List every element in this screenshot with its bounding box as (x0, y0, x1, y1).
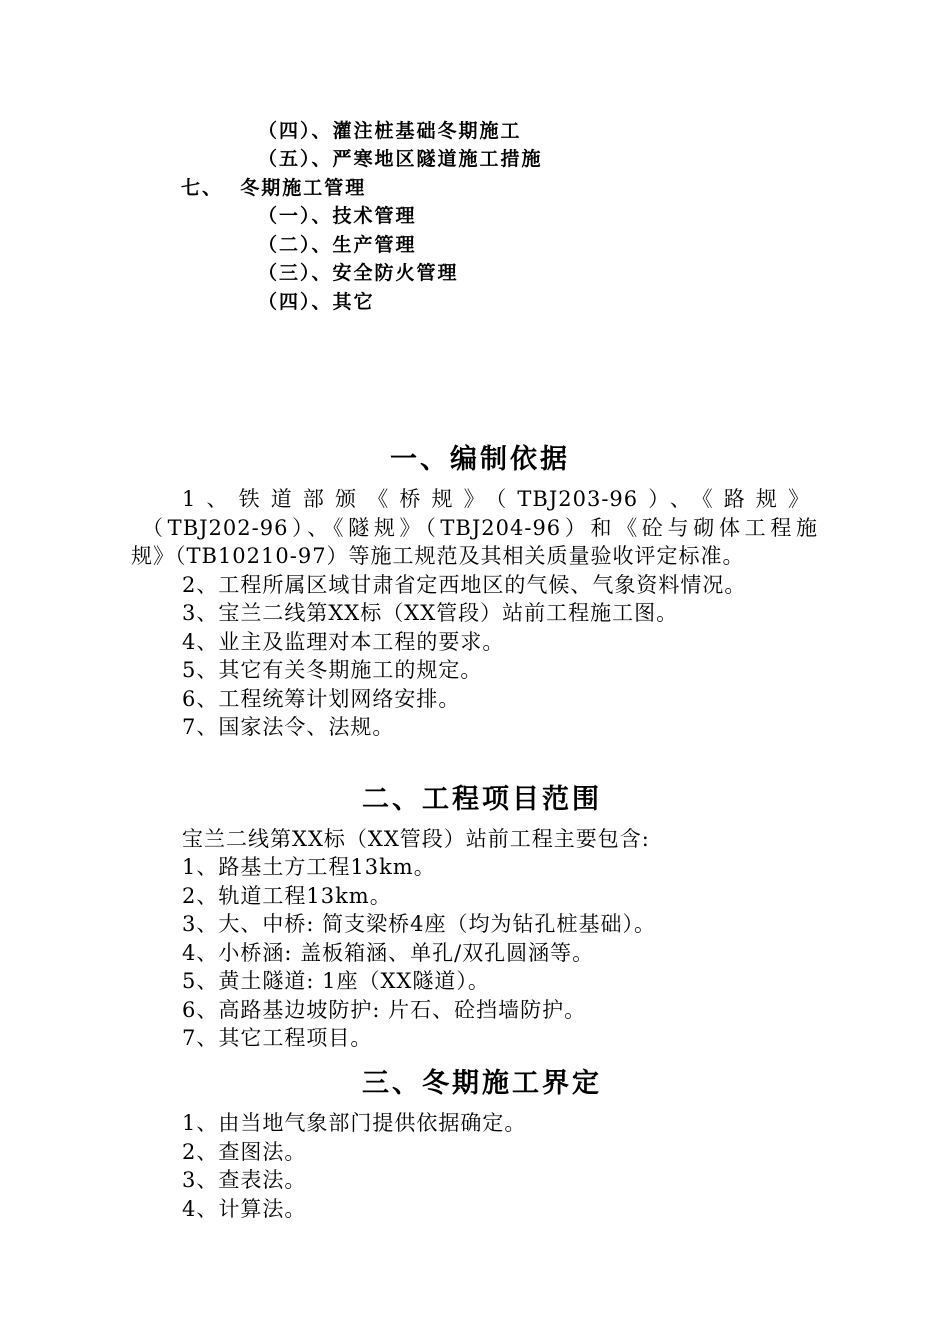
scope-item-5: 5、黄土隧道: 1座（XX隧道）。 (182, 969, 490, 993)
basis-item-2: 2、工程所属区域甘肃省定西地区的气候、气象资料情况。 (182, 573, 747, 597)
basis-item-5: 5、其它有关冬期施工的规定。 (182, 658, 483, 682)
toc-item-7-3: （三）、安全防火管理 (258, 262, 459, 284)
toc-chapter-7: 七、 冬期施工管理 (181, 177, 367, 199)
scope-item-1: 1、路基土方工程13km。 (182, 855, 436, 879)
scope-item-2: 2、轨道工程13km。 (182, 884, 392, 908)
winter-definition-item-2: 2、查图法。 (182, 1140, 307, 1164)
toc-item-4-1: （四）、灌注桩基础冬期施工 (258, 120, 522, 142)
scope-item-4: 4、小桥涵: 盖板箱涵、单孔/双孔圆涵等。 (182, 941, 595, 965)
basis-item-3: 3、宝兰二线第XX标（XX管段）站前工程施工图。 (182, 601, 679, 625)
toc-item-4-2: （五）、严寒地区隧道施工措施 (258, 148, 543, 170)
section-heading-basis: 一、编制依据 (390, 444, 570, 475)
scope-item-7: 7、其它工程项目。 (182, 1026, 373, 1050)
basis-item-7: 7、国家法令、法规。 (182, 715, 395, 739)
toc-item-7-1: （一）、技术管理 (258, 205, 417, 227)
basis-item-1-line-1: 1、铁道部颁《桥规》（TBJ203-96）、《路规》 (182, 487, 810, 511)
section-heading-scope: 二、工程项目范围 (362, 784, 602, 815)
scope-intro: 宝兰二线第XX标（XX管段）站前工程主要包含: (182, 827, 650, 851)
basis-item-1-line-3: 规》（TB10210-97）等施工规范及其相关质量验收评定标准。 (131, 544, 745, 568)
winter-definition-item-1: 1、由当地气象部门提供依据确定。 (182, 1111, 527, 1135)
toc-item-7-2: （二）、生产管理 (258, 234, 417, 256)
scope-item-3: 3、大、中桥: 简支梁桥4座（均为钻孔桩基础）。 (182, 912, 656, 936)
basis-item-6: 6、工程统筹计划网络安排。 (182, 687, 461, 711)
basis-item-4: 4、业主及监理对本工程的要求。 (182, 630, 505, 654)
toc-item-7-4: （四）、其它 (258, 291, 375, 313)
section-heading-winter-definition: 三、冬期施工界定 (362, 1068, 602, 1099)
scope-item-6: 6、高路基边坡防护: 片石、砼挡墙防护。 (182, 998, 587, 1022)
basis-item-1-line-2: （TBJ202-96）、《隧规》（TBJ204-96）和《砼与砌体工程施 (142, 516, 818, 540)
winter-definition-item-3: 3、查表法。 (182, 1168, 307, 1192)
winter-definition-item-4: 4、计算法。 (182, 1197, 307, 1221)
